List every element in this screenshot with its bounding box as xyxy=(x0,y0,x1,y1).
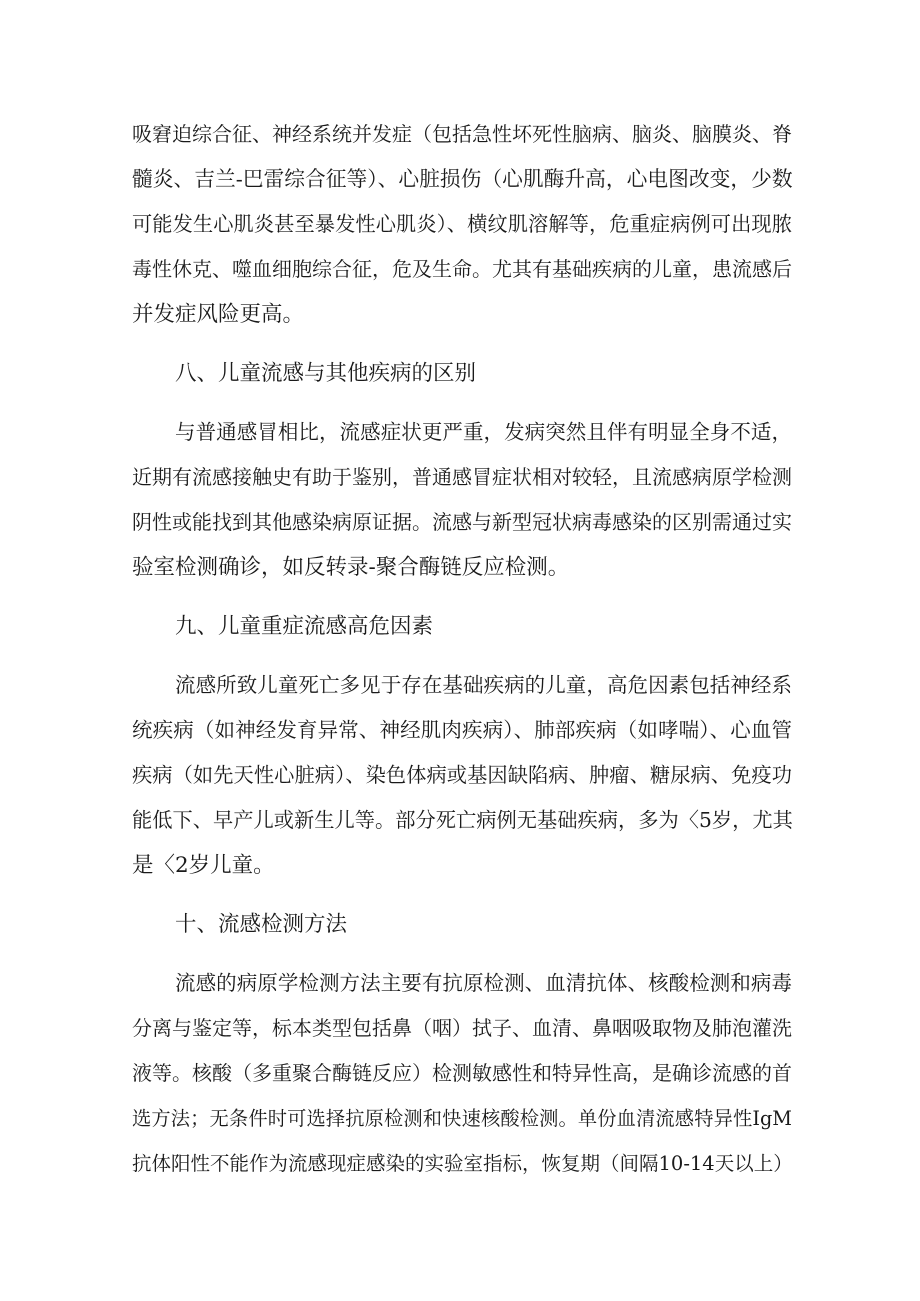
text-line: 髓炎、吉兰-巴雷综合征等）、心脏损伤（心肌酶升高，心电图改变，少数 xyxy=(132,167,793,191)
text-line: 并发症风险更高。 xyxy=(132,302,305,327)
text-line: 流感的病原学检测方法主要有抗原检测、血清抗体、核酸检测和病毒 xyxy=(175,971,792,995)
section-heading-10: 十、流感检测方法 xyxy=(175,912,348,937)
text-line: 液等。核酸（多重聚合酶链反应）检测敏感性和特异性高，是确诊流感的首 xyxy=(132,1061,792,1085)
paragraph-section-8 xyxy=(132,410,792,590)
text-line: 是〈2岁儿童。 xyxy=(132,853,275,878)
text-line: 阴性或能找到其他感染病原证据。流感与新型冠状病毒感染的区别需通过实 xyxy=(132,510,792,534)
text-line: 统疾病（如神经发育异常、神经肌肉疾病）、肺部疾病（如哮喘）、心血管 xyxy=(132,718,792,742)
text-line: 流感所致儿童死亡多见于存在基础疾病的儿童，高危因素包括神经系 xyxy=(175,673,792,697)
paragraph-complications xyxy=(132,112,792,337)
text-line: 能低下、早产儿或新生儿等。部分死亡病例无基础疾病，多为〈5岁，尤其 xyxy=(132,808,793,832)
section-heading-8: 八、儿童流感与其他疾病的区别 xyxy=(175,361,477,386)
paragraph-section-10 xyxy=(132,961,792,1186)
paragraph-section-9 xyxy=(132,663,792,888)
text-line: 抗体阳性不能作为流感现症感染的实验室指标，恢复期（间隔10-14天以上） xyxy=(132,1152,793,1175)
text-line: 近期有流感接触史有助于鉴别，普通感冒症状相对较轻，且流感病原学检测 xyxy=(132,465,792,489)
text-line: 分离与鉴定等，标本类型包括鼻（咽）拭子、血清、鼻咽吸取物及肺泡灌洗 xyxy=(132,1016,792,1040)
text-line: 验室检测确诊，如反转录-聚合酶链反应检测。 xyxy=(132,555,570,580)
section-heading-9: 九、儿童重症流感高危因素 xyxy=(175,614,434,639)
text-line: 疾病（如先天性心脏病）、染色体病或基因缺陷病、肿瘤、糖尿病、免疫功 xyxy=(132,763,792,787)
text-line: 可能发生心肌炎甚至暴发性心肌炎）、横纹肌溶解等，危重症病例可出现脓 xyxy=(132,212,792,236)
text-line: 与普通感冒相比，流感症状更严重，发病突然且伴有明显全身不适， xyxy=(175,420,792,444)
text-line: 毒性休克、噬血细胞综合征，危及生命。尤其有基础疾病的儿童，患流感后 xyxy=(132,257,792,281)
text-line: 吸窘迫综合征、神经系统并发症（包括急性坏死性脑病、脑炎、脑膜炎、脊 xyxy=(132,122,792,146)
document-body xyxy=(132,112,792,1200)
text-line: 选方法；无条件时可选择抗原检测和快速核酸检测。单份血清流感特异性IgM xyxy=(132,1107,792,1130)
